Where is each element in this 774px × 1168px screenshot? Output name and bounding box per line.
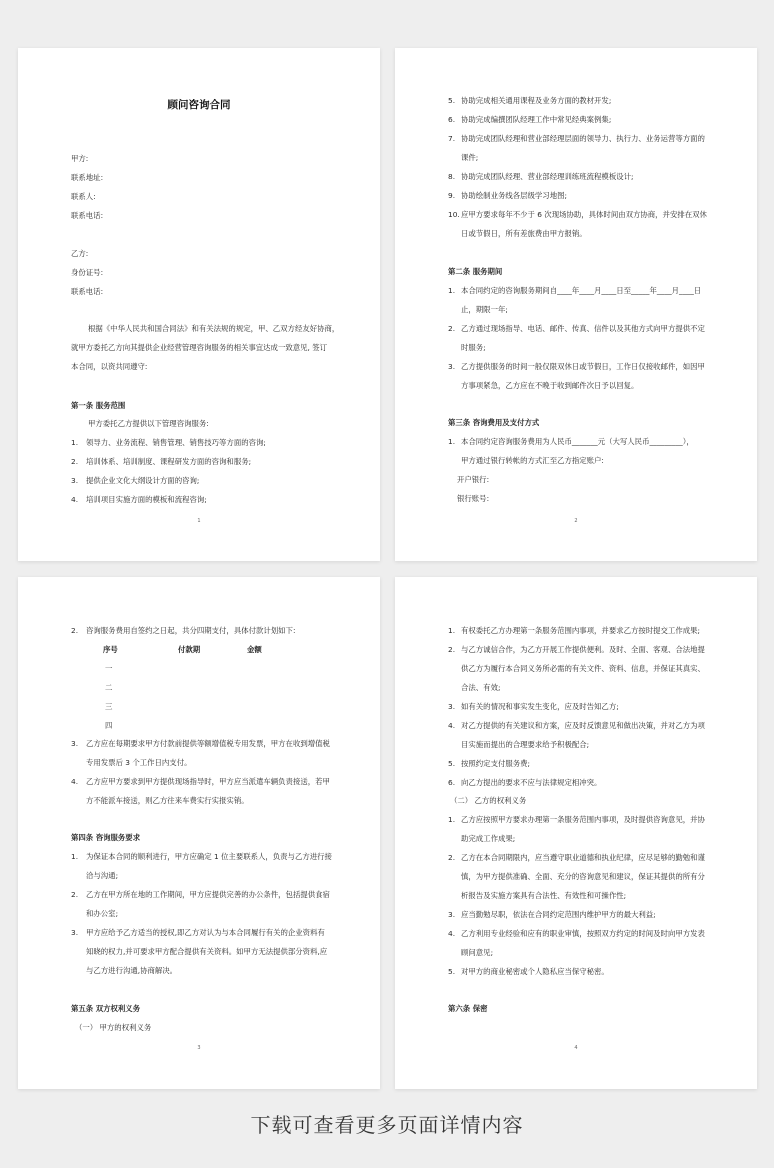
payment-table-row-number: 一	[105, 664, 113, 673]
contract-page-1	[18, 48, 380, 561]
party-a-duty-item-text: 按照约定支付服务费;	[461, 759, 531, 768]
fee-item-number: 2.	[71, 626, 79, 635]
requirement-item-text: 甲方应给予乙方适当的授权,即乙方对认为与本合同履行有关的企业资料有	[86, 928, 325, 937]
page-number: 4	[574, 1045, 578, 1051]
party-a-duty-item-number: 2.	[448, 645, 456, 654]
party-a-duty-item-text: 目实施而提出的合理要求给予积极配合;	[461, 740, 590, 749]
service-item-text: 协助完成相关通用课程及业务方面的教材开发;	[461, 96, 612, 105]
service-item-number: 6.	[448, 115, 456, 124]
party-b-duty-item-number: 4.	[448, 929, 456, 938]
contract-page-2	[395, 48, 757, 561]
page-number: 1	[197, 518, 201, 524]
fee-item-text: 甲方通过银行转帐的方式汇至乙方指定账户:	[461, 456, 604, 465]
party-a-duty-item-number: 1.	[448, 626, 456, 635]
party-b-duty-item-text: 助完成工作成果;	[461, 834, 516, 843]
party-a-duty-item-text: 如有关的情况和事实发生变化，应及时告知乙方;	[461, 702, 619, 711]
service-item-text: 日或节假日，所有差旅费由甲方报销。	[461, 229, 587, 238]
fee-item-text: 本合同约定咨询服务费用为人民币_______元（大写人民币_________），	[461, 437, 694, 446]
service-item-text: 协助绘制业务线各层级学习地图;	[461, 191, 567, 200]
requirement-item-number: 1.	[71, 852, 79, 861]
service-item-text: 培训体系、培训制度、课程研发方面的咨询和服务;	[86, 457, 252, 466]
party-b-duty-item-number: 1.	[448, 815, 456, 824]
party-b-duty-item-text: 应当勤勉尽职，依法在合同约定范围内维护甲方的最大利益;	[461, 910, 656, 919]
party-b-duty-item-text: 乙方在本合同期限内，应当遵守职业道德和执业纪律，应尽足够的勤勉和谨	[461, 853, 705, 862]
service-item-number: 5.	[448, 96, 456, 105]
service-item-text: 协助完成团队经理和营业部经理层面的领导力、执行力、业务运营等方面的	[461, 134, 705, 143]
period-item-text: 乙方通过现场指导、电话、邮件、传真、信件以及其他方式向甲方提供不定	[461, 324, 705, 333]
party-b-duty-item-number: 2.	[448, 853, 456, 862]
party-a-duty-item-text: 合法、有效;	[461, 683, 501, 692]
requirement-item-text: 乙方在甲方所在地的工作期间，甲方应提供完善的办公条件，包括提供食宿	[86, 890, 330, 899]
period-item-text: 本合同约定的咨询服务期间自____年____月____日至_____年____月____日	[461, 286, 702, 295]
page-number: 2	[574, 518, 578, 524]
fee-item-number: 4.	[71, 777, 79, 786]
page-number: 3	[197, 1045, 201, 1051]
fee-item-text: 乙方应甲方要求到甲方提供现场指导时，甲方应当派遣车辆负责接送，若甲	[86, 777, 330, 786]
subsection-heading: （二） 乙方的权利义务	[450, 796, 527, 805]
contract-title: 顾问咨询合同	[167, 99, 231, 111]
requirement-item-number: 3.	[71, 928, 79, 937]
party-a-duty-item-text: 向乙方提出的要求不应与法律规定相冲突。	[461, 778, 602, 787]
service-item-number: 8.	[448, 172, 456, 181]
period-item-text: 止，期限一年;	[461, 305, 508, 314]
bank-label: 开户银行:	[457, 475, 490, 484]
party-b-duty-item-text: 乙方利用专业经验和应有的职业审慎，按照双方约定的时间及时向甲方发表	[461, 929, 705, 938]
party-a-duty-item-text: 供乙方为履行本合同义务所必需的有关文件、资料、信息，并保证其真实、	[461, 664, 705, 673]
party-b-duty-item-text: 顾问意见;	[461, 948, 494, 957]
party-b-id-label: 身份证号:	[71, 268, 104, 277]
period-item-number: 2.	[448, 324, 456, 333]
article-heading: 第三条 咨询费用及支付方式	[448, 418, 540, 427]
party-a-duty-item-text: 与乙方诚信合作，为乙方开展工作提供便利。及时、全面、客观、合法地提	[461, 645, 705, 654]
payment-table-header: 付款期	[178, 645, 201, 654]
requirement-item-text: 知晓的权力,并可要求甲方配合提供有关资料。如甲方无法提供部分资料,应	[86, 947, 328, 956]
party-a-label: 甲方:	[71, 154, 89, 163]
party-a-duty-item-number: 4.	[448, 721, 456, 730]
service-item-number: 3.	[71, 476, 79, 485]
subsection-heading: （一） 甲方的权利义务	[75, 1023, 152, 1032]
payment-table-row-number: 二	[105, 683, 113, 692]
requirement-item-text: 洽与沟通;	[86, 871, 119, 880]
party-a-address-label: 联系地址:	[71, 173, 104, 182]
article-heading: 第六条 保密	[448, 1004, 488, 1013]
requirement-item-text: 和办公室;	[86, 909, 119, 918]
download-more-caption: 下载可查看更多页面详情内容	[250, 1113, 524, 1137]
period-item-text: 乙方提供服务的时间一般仅限双休日或节假日，工作日仅接收邮件，如因甲	[461, 362, 705, 371]
preamble-line: 根据《中华人民共和国合同法》和有关法规的规定，甲、乙双方经友好协商，	[88, 324, 340, 333]
payment-table-row-number: 四	[105, 721, 113, 730]
requirement-item-number: 2.	[71, 890, 79, 899]
period-item-number: 1.	[448, 286, 456, 295]
contract-page-3	[18, 577, 380, 1089]
article-heading: 第二条 服务期间	[448, 267, 503, 276]
party-b-duty-item-text: 乙方应按照甲方要求办理第一条服务范围内事项，及时提供咨询意见，并协	[461, 815, 705, 824]
service-item-text: 协助完成编撰团队经理工作中常见经典案例集;	[461, 115, 612, 124]
fee-item-text: 专用发票后 3 个工作日内支付。	[86, 758, 192, 767]
preamble-line: 就甲方委托乙方向其提供企业经营管理咨询服务的相关事宜达成一致意见, 签订	[71, 343, 327, 352]
fee-item-number: 1.	[448, 437, 456, 446]
party-a-duty-item-number: 5.	[448, 759, 456, 768]
party-b-duty-item-number: 5.	[448, 967, 456, 976]
party-b-duty-item-text: 对甲方的商业秘密或个人隐私应当保守秘密。	[461, 967, 609, 976]
article-heading: 第四条 咨询服务要求	[71, 833, 141, 842]
payment-table-row-number: 三	[105, 702, 113, 711]
service-item-number: 1.	[71, 438, 79, 447]
preamble-line: 本合同，以资共同遵守:	[71, 362, 148, 371]
article-intro: 甲方委托乙方提供以下管理咨询服务:	[88, 419, 209, 428]
service-item-number: 2.	[71, 457, 79, 466]
article-heading: 第五条 双方权利义务	[71, 1004, 141, 1013]
party-b-duty-item-text: 析报告及实施方案具有合法性、有效性和可操作性;	[461, 891, 627, 900]
party-b-label: 乙方:	[71, 249, 89, 258]
service-item-number: 7.	[448, 134, 456, 143]
service-item-text: 领导力、业务流程、销售管理、销售技巧等方面的咨询;	[86, 438, 266, 447]
article-heading: 第一条 服务范围	[71, 401, 126, 410]
contract-page-4	[395, 577, 757, 1089]
account-label: 银行账号:	[457, 494, 490, 503]
service-item-text: 提供企业文化大纲设计方面的咨询;	[86, 476, 200, 485]
period-item-number: 3.	[448, 362, 456, 371]
fee-item-text: 咨询服务费用自签约之日起，共分四期支付，具体付款计划如下:	[86, 626, 296, 635]
requirement-item-text: 为保证本合同的顺利进行，甲方应确定 1 位主要联系人，负责与乙方进行接	[86, 852, 332, 861]
party-a-duty-item-text: 有权委托乙方办理第一条服务范围内事项，并要求乙方按时提交工作成果;	[461, 626, 700, 635]
party-b-phone-label: 联系电话:	[71, 287, 104, 296]
fee-item-number: 3.	[71, 739, 79, 748]
party-a-duty-item-number: 6.	[448, 778, 456, 787]
party-b-duty-item-text: 慎，为甲方提供准确、全面、充分的咨询意见和建议，保证其提供的所有分	[461, 872, 705, 881]
party-a-duty-item-text: 对乙方提供的有关建议和方案，应及时反馈意见和做出决策，并对乙方为项	[461, 721, 705, 730]
party-a-phone-label: 联系电话:	[71, 211, 104, 220]
party-a-duty-item-number: 3.	[448, 702, 456, 711]
fee-item-text: 乙方应在每期要求甲方付款前提供等额增值税专用发票，甲方在收到增值税	[86, 739, 330, 748]
requirement-item-text: 与乙方进行沟通,协商解决。	[86, 966, 178, 975]
service-item-text: 协助完成团队经理、营业部经理训练班流程模板设计;	[461, 172, 634, 181]
payment-table-header: 序号	[103, 645, 118, 654]
service-item-text: 课件;	[461, 153, 479, 162]
party-b-duty-item-number: 3.	[448, 910, 456, 919]
payment-table-header: 金额	[247, 645, 262, 654]
service-item-number: 10.	[448, 210, 460, 219]
party-a-contact-label: 联系人:	[71, 192, 96, 201]
service-item-number: 9.	[448, 191, 456, 200]
period-item-text: 时服务;	[461, 343, 486, 352]
service-item-text: 培训项目实施方面的模板和流程咨询;	[86, 495, 207, 504]
period-item-text: 方事项紧急，乙方应在不晚于收到邮件次日予以回复。	[461, 381, 639, 390]
service-item-number: 4.	[71, 495, 79, 504]
service-item-text: 应甲方要求每年不少于 6 次现场协助，具体时间由双方协商，并安排在双休	[461, 210, 707, 219]
fee-item-text: 方不能派车接送，则乙方往来车费实行实报实销。	[86, 796, 249, 805]
